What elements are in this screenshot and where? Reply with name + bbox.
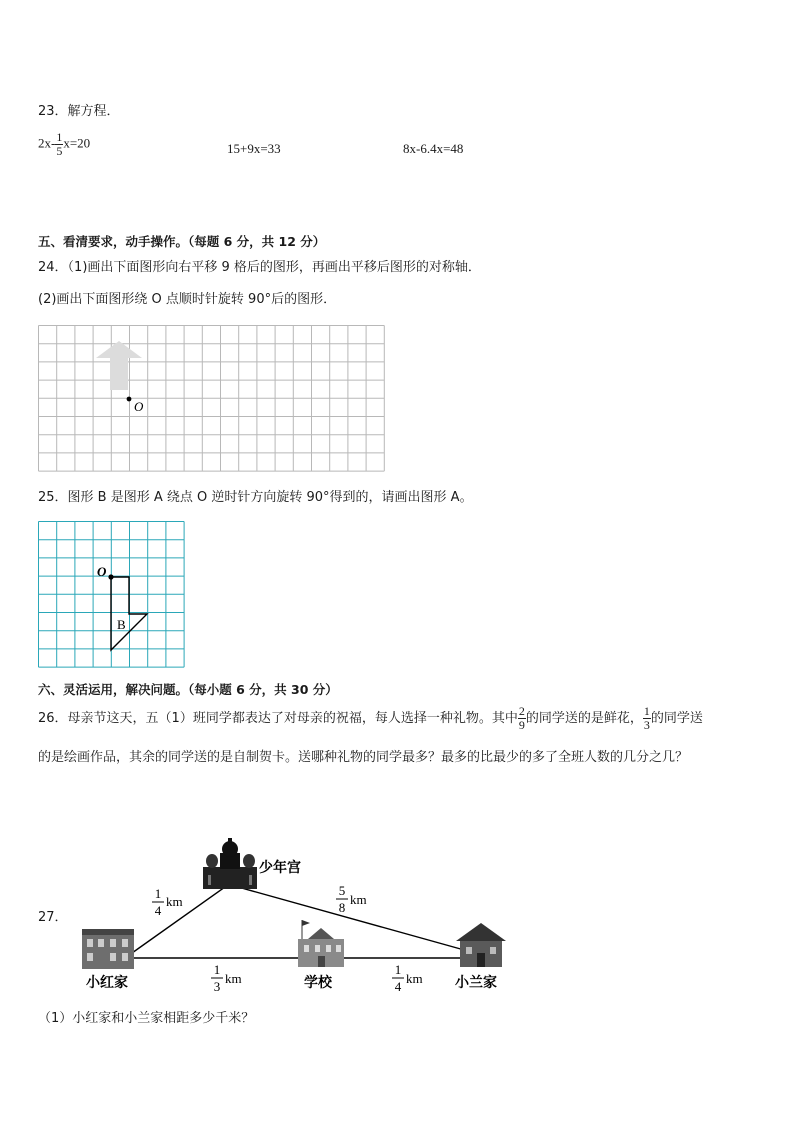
section-5-title: 五、看清要求，动手操作。（每题 6 分，共 12 分）: [38, 234, 326, 249]
distance-bottom-left-label: [211, 962, 242, 994]
distance-left-unit: km: [166, 894, 183, 909]
distance-right-numerator: 5: [338, 883, 346, 898]
palace-icon: [203, 838, 257, 889]
q26-fraction-2-denominator: 3: [643, 718, 650, 732]
q23-label: 23．解方程．: [38, 104, 120, 119]
q26-fraction-1: [518, 705, 526, 732]
q25-shape-b-label: B: [117, 617, 126, 632]
distance-bottom-left-denominator: 3: [213, 979, 221, 994]
q26-fraction-2: [643, 705, 651, 732]
q24-grid-figure: [38, 325, 388, 473]
q25-line: 25．图形 B 是图形 A 绕点 O 逆时针方向旋转 90°得到的，请画出图形 A。: [38, 490, 473, 505]
q24-point-o-label: O: [134, 399, 144, 414]
q26-line-1: [38, 703, 703, 735]
distance-right-label: [336, 883, 367, 915]
q24-point-o: [127, 397, 132, 402]
distance-right-unit: km: [350, 892, 367, 907]
q26-text-part-3: 的同学送: [650, 711, 703, 726]
distance-left-numerator: 1: [154, 886, 162, 901]
equation-1-suffix: x=20: [63, 135, 91, 151]
q24-line-2: (2)画出下面图形绕 O 点顺时针旋转 90°后的图形．: [38, 292, 337, 307]
q26-text-part-1: 26．母亲节这天，五（1）班同学都表达了对母亲的祝福，每人选择一种礼物。其中: [38, 711, 518, 726]
distance-bottom-left-numerator: 1: [213, 962, 221, 977]
xiaohong-house-icon: [82, 929, 134, 969]
q25-point-o-label: O: [97, 564, 107, 579]
equation-1-prefix: 2x-: [38, 135, 56, 151]
equation-1-fraction-numerator: 1: [56, 130, 63, 144]
q26-fraction-1-denominator: 9: [518, 718, 525, 732]
equation-2: 15+9x=33: [227, 141, 281, 156]
school-label: 学校: [304, 976, 332, 991]
q25-grid-figure: [38, 521, 187, 671]
distance-bottom-left-unit: km: [225, 971, 242, 986]
q25-point-o: [108, 574, 113, 579]
section-6-title: 六、灵活运用，解决问题。（每小题 6 分，共 30 分）: [38, 682, 338, 697]
distance-bottom-right-numerator: 1: [394, 962, 402, 977]
palace-label: 少年宫: [259, 861, 301, 876]
distance-bottom-right-unit: km: [406, 971, 423, 986]
q27-map-diagram: [70, 835, 520, 1000]
q26-fraction-1-numerator: 2: [518, 704, 525, 718]
distance-left-label: [152, 886, 183, 918]
q24-arrow-shape: [96, 341, 142, 390]
school-icon: [298, 920, 344, 967]
equation-3: 8x-6.4x=48: [403, 141, 464, 156]
distance-right-denominator: 8: [338, 900, 346, 915]
q26-fraction-2-numerator: 1: [643, 704, 650, 718]
distance-left-denominator: 4: [154, 903, 162, 918]
equation-1: [38, 131, 90, 158]
xiaolan-house-icon: [456, 923, 506, 967]
xiaohong-label: 小红家: [86, 976, 128, 991]
xiaolan-label: 小兰家: [455, 976, 497, 991]
q24-line-1: 24．（1)画出下面图形向右平移 9 格后的图形，再画出平移后图形的对称轴．: [38, 260, 481, 275]
equation-1-fraction-denominator: 5: [56, 144, 63, 158]
distance-bottom-right-label: [392, 962, 423, 994]
q27-sub-question-1: （1）小红家和小兰家相距多少千米？: [38, 1011, 255, 1026]
q26-text-part-2: 的同学送的是鲜花，: [525, 711, 643, 726]
q24-grid-lines: [39, 326, 385, 472]
q27-label: 27．: [38, 910, 68, 925]
q26-line-2: 的是绘画作品，其余的同学送的是自制贺卡。送哪种礼物的同学最多？最多的比最少的多了全班人数的几分之几？: [38, 750, 689, 765]
distance-bottom-right-denominator: 4: [394, 979, 402, 994]
